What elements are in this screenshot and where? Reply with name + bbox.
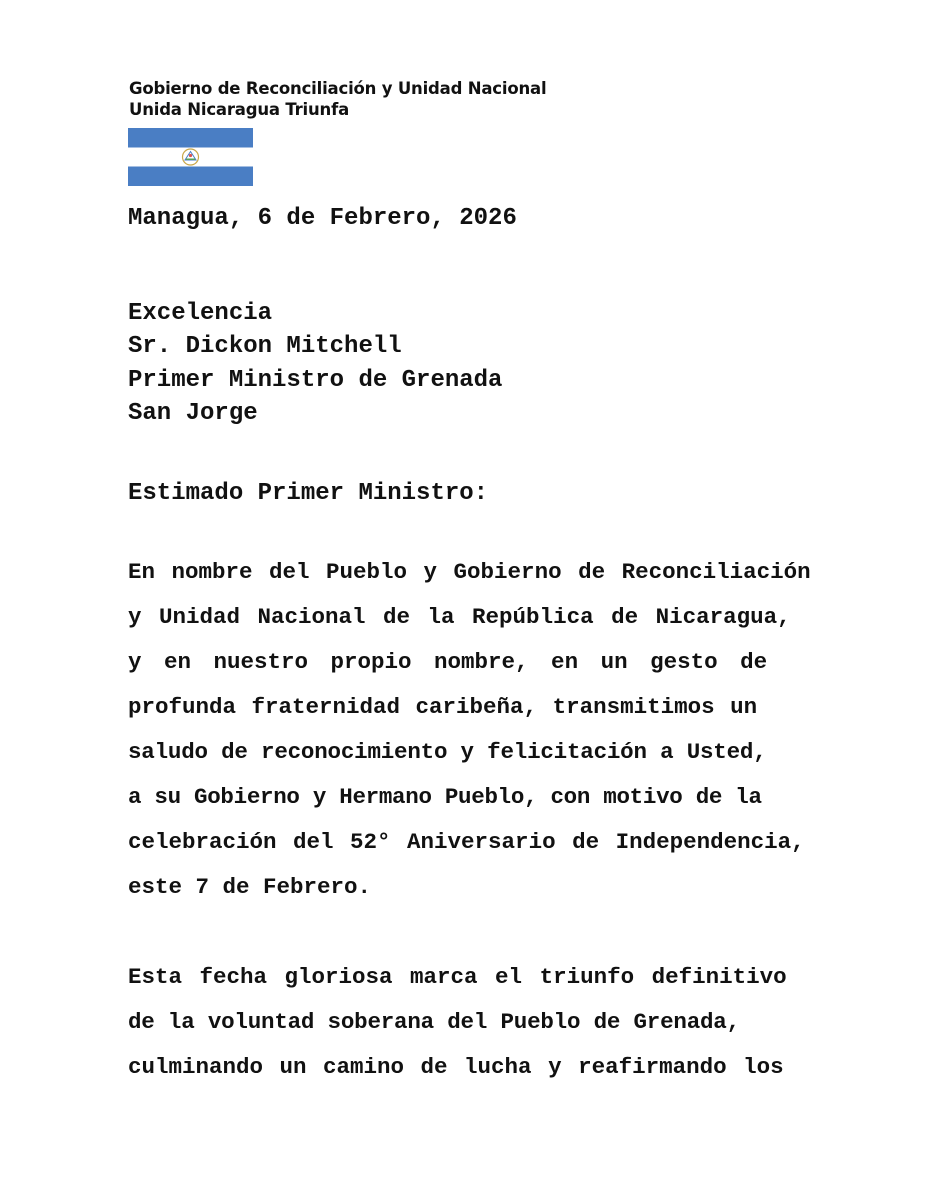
letterhead-government-name: Gobierno de Reconciliación y Unidad Nacional [129,79,547,98]
addressee-city: San Jorge [128,399,258,427]
paragraph-line: profunda fraternidad caribeña, transmitimos un [128,694,758,720]
letterhead-slogan: Unida Nicaragua Triunfa [129,100,350,119]
paragraph-line: culminando un camino de lucha y reafirmando los [128,1054,784,1080]
addressee-title: Excelencia [128,300,273,327]
paragraph-line: a su Gobierno y Hermano Pueblo, con motivo de la [128,784,762,810]
letter-date: Managua, 6 de Febrero, 2026 [128,205,517,232]
addressee-position: Primer Ministro de Grenada [128,366,503,394]
salutation: Estimado Primer Ministro: [128,480,489,507]
body-paragraph-1 [128,550,811,910]
paragraph-line: celebración del 52° Aniversario de Independencia, [128,829,805,855]
paragraph-line: este 7 de Febrero. [128,874,372,900]
paragraph-line: y Unidad Nacional de la República de Nicaragua, [128,604,791,630]
letterhead [129,78,546,120]
paragraph-line: saludo de reconocimiento y felicitación a Usted, [128,739,767,765]
paragraph-line: En nombre del Pueblo y Gobierno de Reconciliación [128,559,811,585]
paragraph-line: de la voluntad soberana del Pueblo de Grenada, [128,1009,740,1035]
addressee-block [128,297,502,430]
body-paragraph-2 [128,955,787,1090]
paragraph-line: y en nuestro propio nombre, en un gesto de [128,649,768,675]
nicaragua-flag-icon [128,128,253,186]
paragraph-line: Esta fecha gloriosa marca el triunfo definitivo [128,964,787,990]
addressee-name: Sr. Dickon Mitchell [128,333,402,361]
